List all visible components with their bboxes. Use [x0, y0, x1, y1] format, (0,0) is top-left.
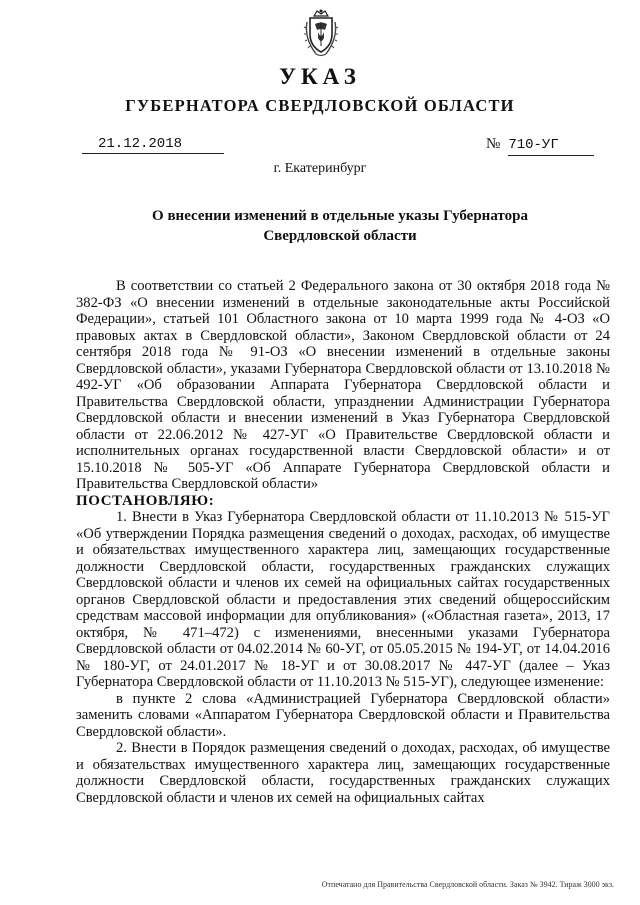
- document-title: УКАЗ: [279, 64, 361, 89]
- document-date: 21.12.2018: [82, 134, 224, 154]
- preamble-paragraph: В соответствии со статьей 2 Федерального закона от 30 октября 2018 года № 382-ФЗ «О внесении изменений в отдельные законодательные акты Российской Федерации», статьей 101 Областного закона от 10 марта 1999 года № 4-ОЗ «О правовых актах в Свердловской области», Законом Свердловской области от 24 сентября 2018 года № 91-ОЗ «О внесении изменений в отдельные законы Свердловской области», указами Губернатора Свердловской области от 13.10.2018 № 492-УГ «Об образовании Аппарата Губернатора Свердловской области и Правительства Свердловской области, упразднении Администрации Губернатора Свердловской области и внесении изменений в Указ Губернатора Свердловской области от 22.06.2012 № 427-УГ «О Правительстве Свердловской области и исполнительных органах государственной власти Свердловской области» и от 15.10.2018 № 505-УГ «Об Аппарате Губернатора Свердловской области и Правительства Свердловской области»: [76, 278, 610, 492]
- item-1-sub-paragraph: в пункте 2 слова «Администрацией Губернатора Свердловской области» заменить словами «Аппаратом Губернатора Свердловской области и Правительства Свердловской области».: [76, 690, 610, 740]
- print-imprint: Отпечатано для Правительства Свердловской области. Заказ № 3942. Тираж 3000 экз.: [321, 880, 614, 889]
- document-city: г. Екатеринбург: [273, 161, 367, 176]
- document-subject: [0, 206, 640, 246]
- document-number: 710-УГ: [508, 135, 594, 156]
- document-body: [76, 278, 610, 806]
- subject-line-2: Свердловской области: [263, 228, 417, 244]
- subject-line-1: О внесении изменений в отдельные указы Губернатора: [152, 208, 528, 224]
- item-1-paragraph: 1. Внести в Указ Губернатора Свердловской области от 11.10.2013 № 515-УГ «Об утверждении Порядка размещения сведений о доходах, расходах, об имуществе и обязательствах имущественного характера лиц, замещающих государственные должности Свердловской области, государственных гражданских служащих Свердловской области и членов их семей на официальных сайтах государственных органов Свердловской области и предоставления этих сведений общероссийским средствам массовой информации для опубликования» («Областная газета», 2013, 17 октября, № 471–472) с изменениями, внесенными указами Губернатора Свердловской области от 04.02.2014 № 60-УГ, от 05.05.2015 № 194-УГ, от 14.04.2016 № 180-УГ, от 24.01.2017 № 18-УГ и от 30.08.2017 № 447-УГ (далее – Указ Губернатора Свердловской области от 11.10.2013 № 515-УГ), следующее изменение:: [76, 509, 610, 690]
- item-2-paragraph: 2. Внести в Порядок размещения сведений о доходах, расходах, об имуществе и обязательствах имущественного характера лиц, замещающих государственные должности Свердловской области, государственных гражданских служащих Свердловской области и членов их семей на официальных сайтах: [76, 740, 610, 806]
- document-issuer: ГУБЕРНАТОРА СВЕРДЛОВСКОЙ ОБЛАСТИ: [125, 96, 515, 115]
- resolve-heading: ПОСТАНОВЛЯЮ:: [76, 492, 215, 509]
- document-number-field: [486, 134, 606, 154]
- number-sign: №: [486, 136, 501, 152]
- coat-of-arms-icon: [302, 8, 340, 58]
